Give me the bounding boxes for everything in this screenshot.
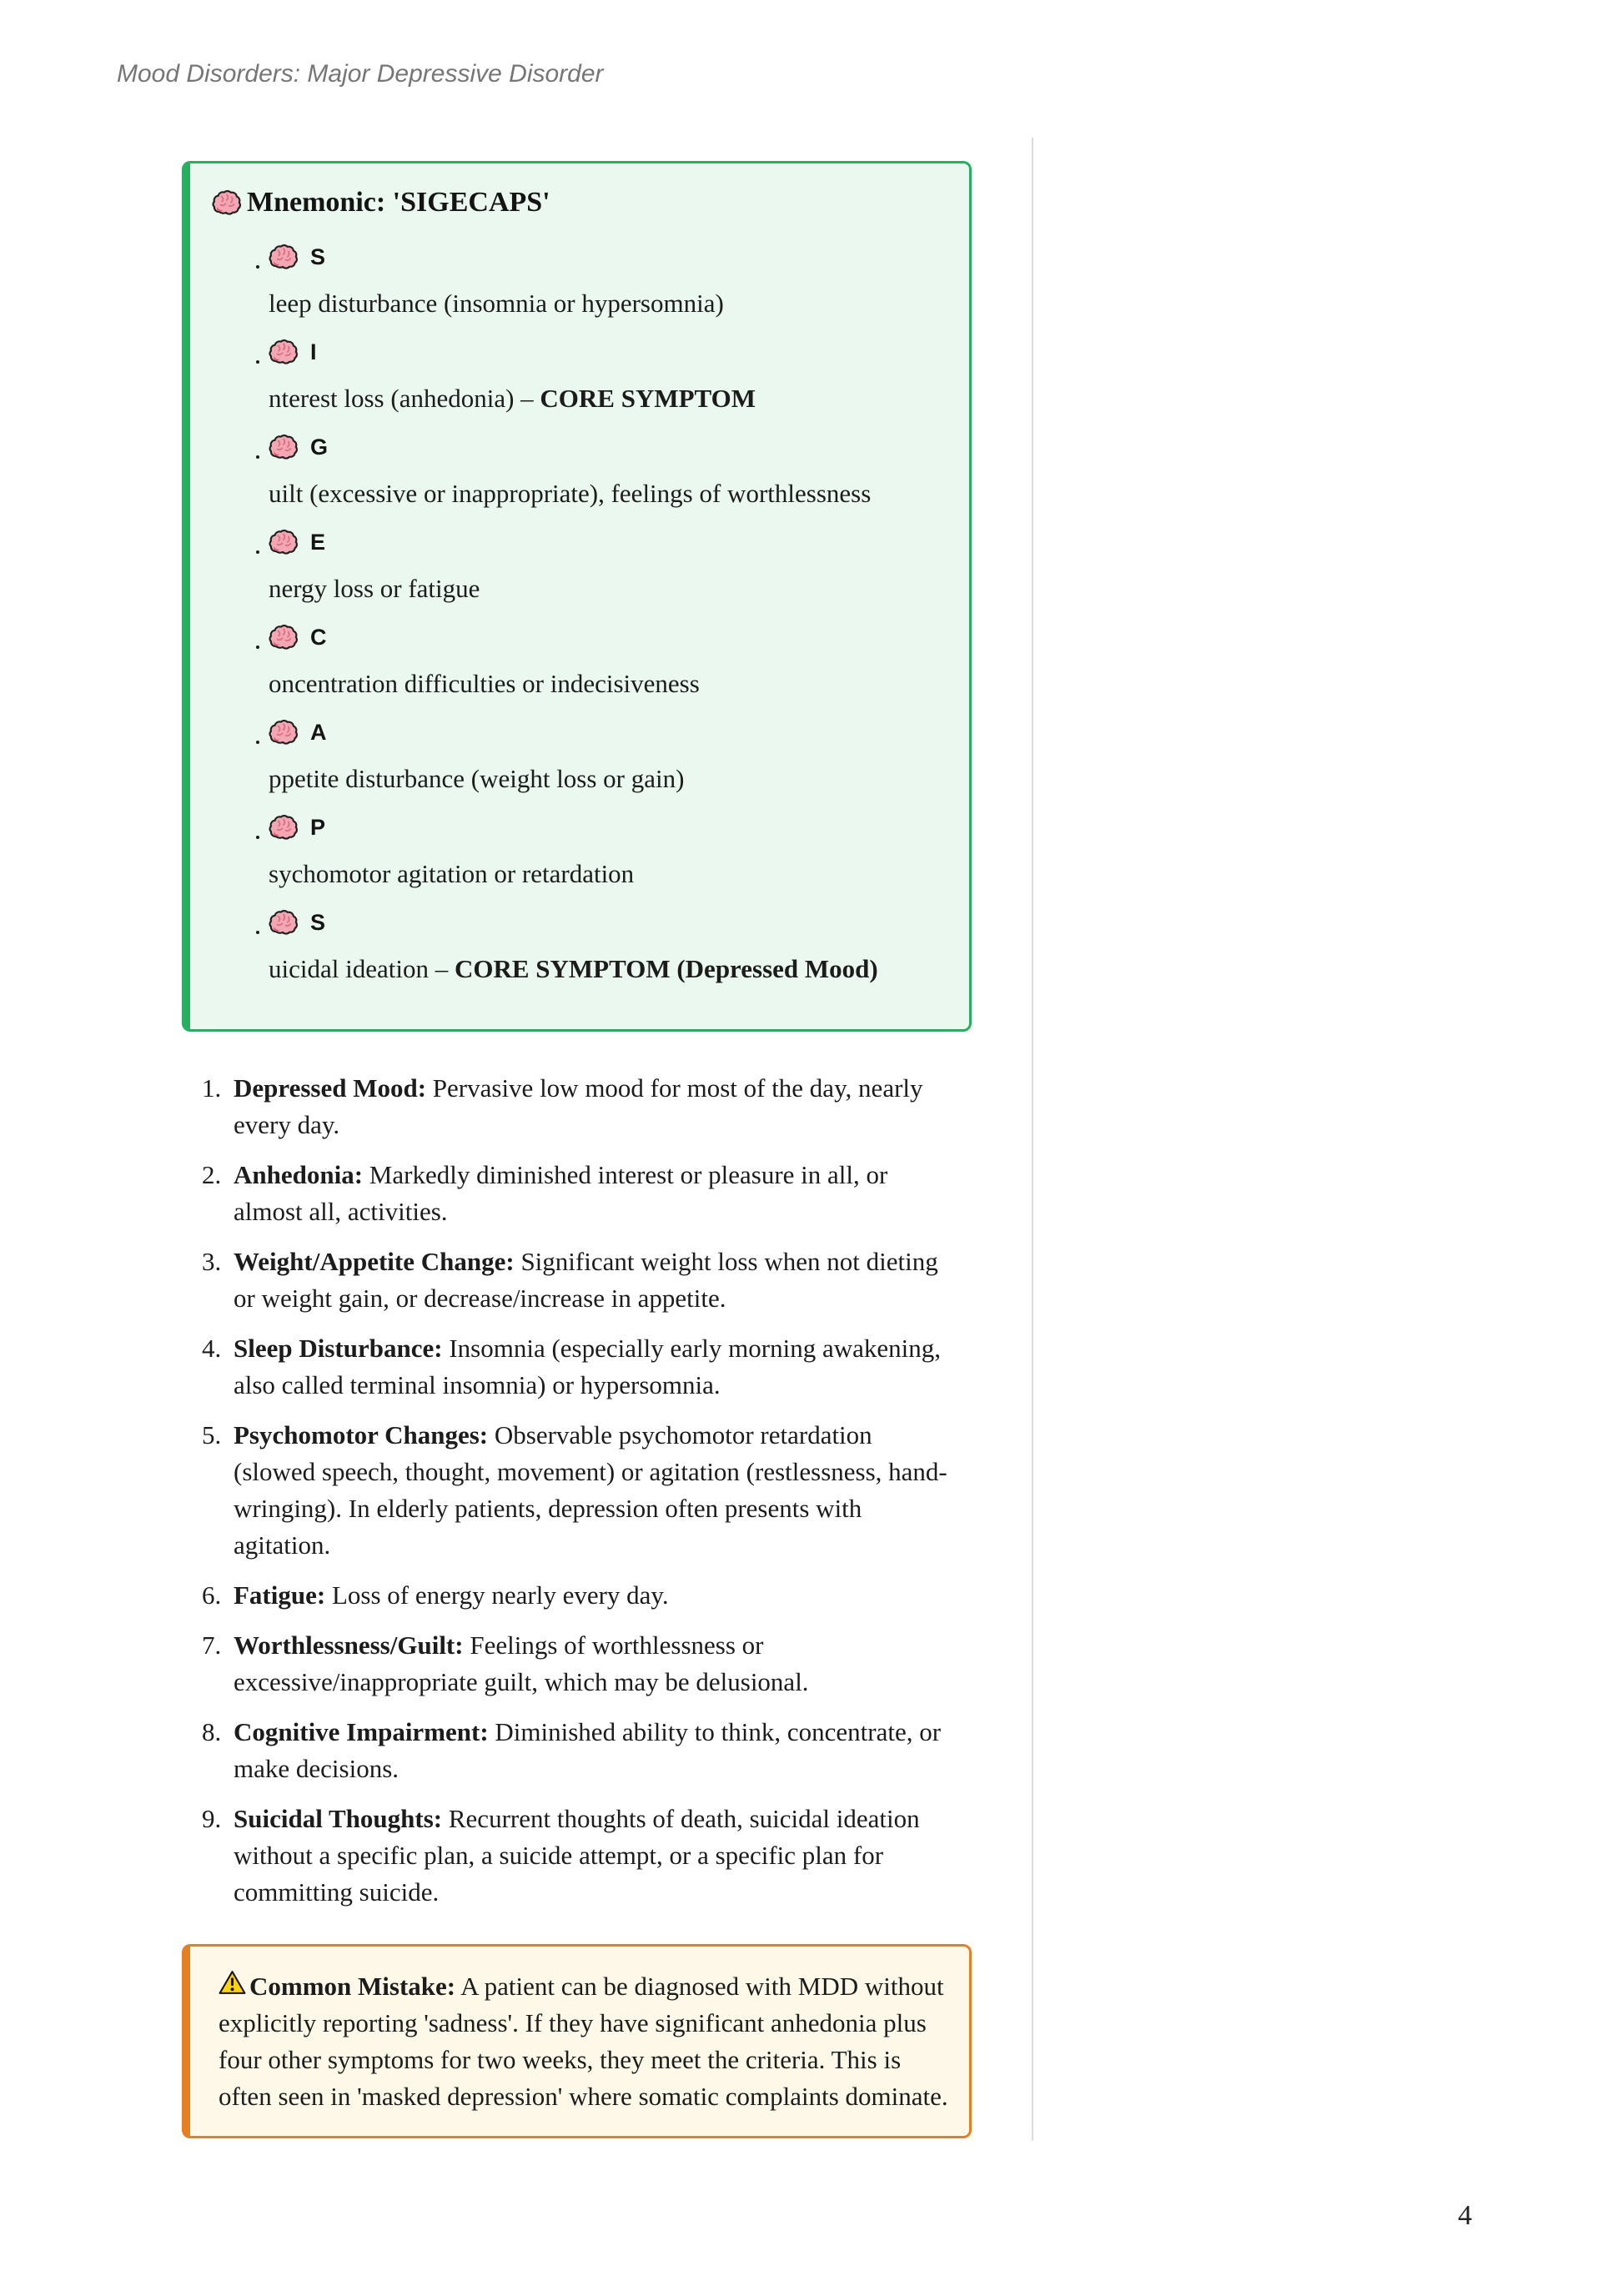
criteria-number: 8. bbox=[202, 1717, 222, 1747]
brain-icon bbox=[269, 244, 299, 270]
brain-icon bbox=[269, 529, 299, 555]
mnemonic-letter: • I bbox=[310, 339, 317, 364]
criteria-term: Psychomotor Changes: bbox=[234, 1420, 489, 1450]
mnemonic-letter: • C bbox=[310, 624, 327, 650]
criteria-number: 9. bbox=[202, 1804, 222, 1834]
warning-callout bbox=[182, 1944, 972, 2138]
criteria-term: Sleep Disturbance: bbox=[234, 1334, 443, 1364]
mnemonic-letter-line bbox=[269, 434, 941, 460]
criteria-term: Suicidal Thoughts: bbox=[234, 1804, 443, 1834]
criteria-body: Psychomotor Changes: Observable psychomotor retardation (slowed speech, thought, movement) or agitation (restlessness, hand-wringing). In elderly patients, depression often presents with agitation. bbox=[234, 1420, 947, 1560]
criteria-body: Anhedonia: Markedly diminished interest or pleasure in all, or almost all, activities. bbox=[234, 1160, 888, 1227]
brain-icon bbox=[269, 814, 299, 841]
mnemonic-letter-line bbox=[269, 624, 941, 651]
criteria-item bbox=[117, 1330, 972, 1404]
warning-body: A patient can be diagnosed with MDD without explicitly reporting 'sadness'. If they have significant anhedonia plus four other symptoms for two weeks, they meet the criteria. This is often seen in 'masked depression' where somatic complaints dominate. bbox=[219, 1972, 948, 2112]
mnemonic-item bbox=[269, 434, 941, 512]
mnemonic-desc: sychomotor agitation or retardation bbox=[269, 859, 635, 889]
criteria-item bbox=[117, 1070, 972, 1143]
criteria-number: 6. bbox=[202, 1580, 222, 1610]
criteria-body: Depressed Mood: Pervasive low mood for most of the day, nearly every day. bbox=[234, 1073, 923, 1140]
mnemonic-desc-bold: CORE SYMPTOM bbox=[540, 384, 756, 414]
criteria-body: Suicidal Thoughts: Recurrent thoughts of death, suicidal ideation without a specific plan, a suicide attempt, or a specific plan for committing suicide. bbox=[234, 1804, 920, 1907]
mnemonic-letter-line bbox=[269, 814, 941, 841]
criteria-item bbox=[117, 1577, 972, 1614]
mnemonic-item bbox=[269, 624, 941, 702]
mnemonic-desc-bold: CORE SYMPTOM (Depressed Mood) bbox=[454, 954, 878, 984]
criteria-item bbox=[117, 1157, 972, 1230]
mnemonic-item bbox=[269, 244, 941, 322]
criteria-list bbox=[117, 1070, 972, 1911]
criteria-item bbox=[117, 1243, 972, 1317]
mnemonic-desc: leep disturbance (insomnia or hypersomnia) bbox=[269, 289, 724, 318]
mnemonic-item bbox=[269, 719, 941, 797]
column-divider bbox=[1032, 138, 1033, 2141]
criteria-number: 3. bbox=[202, 1247, 222, 1277]
mnemonic-desc: oncentration difficulties or indecisiveness bbox=[269, 669, 700, 699]
warning-label: Common Mistake: bbox=[249, 1972, 456, 2002]
criteria-number: 2. bbox=[202, 1160, 222, 1190]
mnemonic-letter: • P bbox=[310, 814, 326, 840]
criteria-body: Fatigue: Loss of energy nearly every day. bbox=[234, 1580, 669, 1610]
page-header: Mood Disorders: Major Depressive Disorder bbox=[117, 60, 604, 88]
mnemonic-title-text: Mnemonic: 'SIGECAPS' bbox=[247, 187, 550, 218]
mnemonic-desc: ppetite disturbance (weight loss or gain) bbox=[269, 764, 685, 794]
warning-icon bbox=[219, 1970, 249, 1995]
criteria-body: Sleep Disturbance: Insomnia (especially early morning awakening, also called terminal insomnia) or hypersomnia. bbox=[234, 1334, 941, 1400]
mnemonic-desc: uicidal ideation – CORE SYMPTOM (Depressed Mood) bbox=[269, 954, 878, 984]
criteria-term: Cognitive Impairment: bbox=[234, 1717, 489, 1747]
criteria-item bbox=[117, 1417, 972, 1564]
mnemonic-item bbox=[269, 909, 941, 987]
criteria-number: 7. bbox=[202, 1630, 222, 1660]
page-number: 4 bbox=[1458, 2200, 1472, 2231]
mnemonic-desc: uilt (excessive or inappropriate), feelings of worthlessness bbox=[269, 479, 872, 509]
criteria-term: Fatigue: bbox=[234, 1580, 326, 1610]
criteria-term: Worthlessness/Guilt: bbox=[234, 1630, 464, 1660]
mnemonic-item bbox=[269, 529, 941, 607]
mnemonic-letter: • E bbox=[310, 529, 326, 555]
mnemonic-letter: • S bbox=[310, 244, 326, 269]
criteria-number: 1. bbox=[202, 1073, 222, 1103]
mnemonic-callout bbox=[182, 161, 972, 1032]
criteria-term: Weight/Appetite Change: bbox=[234, 1247, 515, 1277]
mnemonic-letter: • A bbox=[310, 719, 327, 745]
criteria-number: 4. bbox=[202, 1334, 222, 1364]
criteria-body: Weight/Appetite Change: Significant weight loss when not dieting or weight gain, or decrease/increase in appetite. bbox=[234, 1247, 938, 1314]
mnemonic-letter: • G bbox=[310, 434, 329, 460]
mnemonic-desc: nergy loss or fatigue bbox=[269, 574, 480, 604]
mnemonic-item bbox=[269, 339, 941, 417]
mnemonic-item bbox=[269, 814, 941, 892]
criteria-term: Anhedonia: bbox=[234, 1160, 364, 1190]
mnemonic-letter-line bbox=[269, 529, 941, 555]
brain-icon bbox=[269, 624, 299, 651]
content-column bbox=[117, 161, 972, 2138]
mnemonic-title bbox=[212, 187, 941, 219]
criteria-number: 5. bbox=[202, 1420, 222, 1450]
brain-icon bbox=[212, 189, 242, 216]
mnemonic-desc: nterest loss (anhedonia) – CORE SYMPTOM bbox=[269, 384, 756, 414]
mnemonic-letter: • S bbox=[310, 909, 326, 935]
brain-icon bbox=[269, 434, 299, 460]
criteria-item bbox=[117, 1627, 972, 1701]
criteria-body: Cognitive Impairment: Diminished ability to think, concentrate, or make decisions. bbox=[234, 1717, 942, 1784]
criteria-item bbox=[117, 1714, 972, 1787]
warning-text bbox=[219, 1968, 949, 2115]
mnemonic-letter-line bbox=[269, 909, 941, 936]
criteria-body: Worthlessness/Guilt: Feelings of worthlessness or excessive/inappropriate guilt, which may be delusional. bbox=[234, 1630, 809, 1697]
criteria-item bbox=[117, 1801, 972, 1911]
mnemonic-letter-line bbox=[269, 244, 941, 270]
mnemonic-list bbox=[212, 244, 941, 987]
mnemonic-letter-line bbox=[269, 339, 941, 365]
criteria-term: Depressed Mood: bbox=[234, 1073, 427, 1103]
brain-icon bbox=[269, 909, 299, 936]
brain-icon bbox=[269, 719, 299, 746]
brain-icon bbox=[269, 339, 299, 365]
mnemonic-letter-line bbox=[269, 719, 941, 746]
